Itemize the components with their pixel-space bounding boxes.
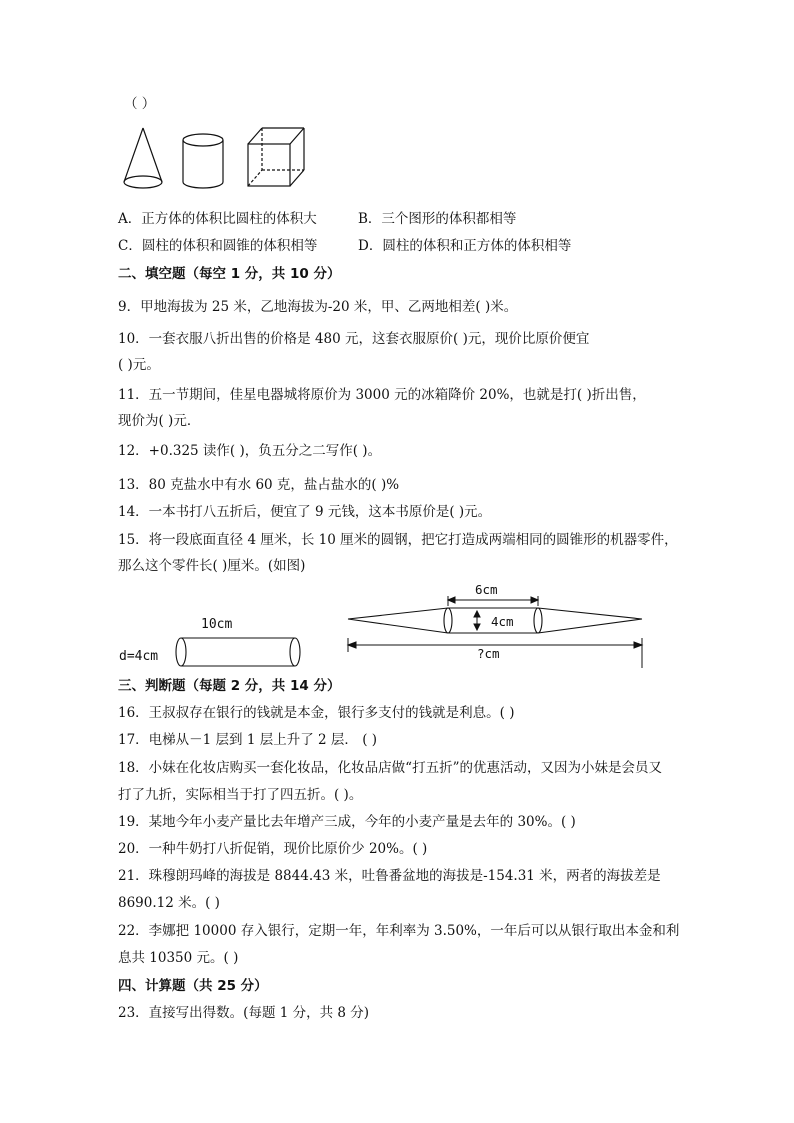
question-14: 14．一本书打八五折后，便宜了 9 元钱，这本书原价是( )元。 [118,504,492,520]
section-2-title: 二、填空题（每空 1 分，共 10 分） [118,266,341,282]
cylinder-diameter-label: d=4cm [119,649,159,664]
question-17: 17．电梯从－1 层到 1 层上升了 2 层． ( ) [118,732,378,748]
question-16: 16．王叔叔存在银行的钱就是本金，银行多支付的钱就是利息。( ) [118,705,515,721]
cone-shape [124,128,162,188]
question-21-cont: 8690.12 米。( ) [118,895,220,911]
question-22-cont: 息共 10350 元。( ) [118,950,239,966]
steel-rod-figure [115,580,655,675]
question-12: 12．+0.325 读作( )，负五分之二写作( )。 [118,443,382,459]
answer-paren: （ ） [124,96,156,112]
question-10-cont: ( )元。 [118,357,160,373]
section-4-title: 四、计算题（共 25 分） [118,978,268,994]
question-19: 19．某地今年小麦产量比去年增产三成，今年的小麦产量是去年的 30%。( ) [118,814,576,830]
cylinder-shape [183,134,223,188]
total-length-label: ?cm [477,646,500,661]
question-22: 22．李娜把 10000 存入银行，定期一年，年利率为 3.50%，一年后可以从银行取出本金和利 [118,923,680,939]
mid-diameter-arrow [474,611,480,630]
question-15: 15．将一段底面直径 4 厘米，长 10 厘米的圆钢，把它打造成两端相同的圆锥形的机器零件， [118,532,678,548]
option-a: A．正方体的体积比圆柱的体积大 [118,211,317,227]
question-18: 18．小妹在化妆店购买一套化妆品，化妆品店做“打五折”的优惠活动，又因为小妹是会员又 [118,760,662,776]
option-c: C．圆柱的体积和圆锥的体积相等 [118,238,318,254]
question-20: 20．一种牛奶打八折促销，现价比原价少 20%。( ) [118,841,428,857]
section-3-title: 三、判断题（每题 2 分，共 14 分） [118,678,341,694]
option-d: D．圆柱的体积和正方体的体积相等 [358,238,572,254]
option-b: B．三个图形的体积都相等 [358,211,517,227]
question-11: 11．五一节期间，佳星电器城将原价为 3000 元的冰箱降价 20%，也就是打( )折出售， [118,387,646,403]
solid-shapes-figure [118,122,318,194]
mid-length-arrow [448,596,538,606]
mid-diameter-label: 4cm [491,614,514,629]
question-11-cont: 现价为( )元． [118,413,201,429]
question-18-cont: 打了九折，实际相当于打了四五折。( )。 [118,787,363,803]
question-13: 13．80 克盐水中有水 60 克，盐占盐水的( )% [118,477,400,493]
cylinder-length-label: 10cm [201,617,233,632]
question-15-cont: 那么这个零件长( )厘米。(如图) [118,558,306,574]
mid-length-label: 6cm [475,582,498,597]
question-21: 21．珠穆朗玛峰的海拔是 8844.43 米，吐鲁番盆地的海拔是-154.31 米，两者的海拔差是 [118,868,661,884]
cube-shape [248,128,304,186]
question-10: 10．一套衣服八折出售的价格是 480 元，这套衣服原价( )元，现价比原价便宜 [118,331,590,347]
original-cylinder [176,638,300,666]
question-23: 23．直接写出得数。(每题 1 分，共 8 分) [118,1005,370,1021]
question-9: 9．甲地海拔为 25 米，乙地海拔为-20 米，甲、乙两地相差( )米。 [118,299,518,315]
